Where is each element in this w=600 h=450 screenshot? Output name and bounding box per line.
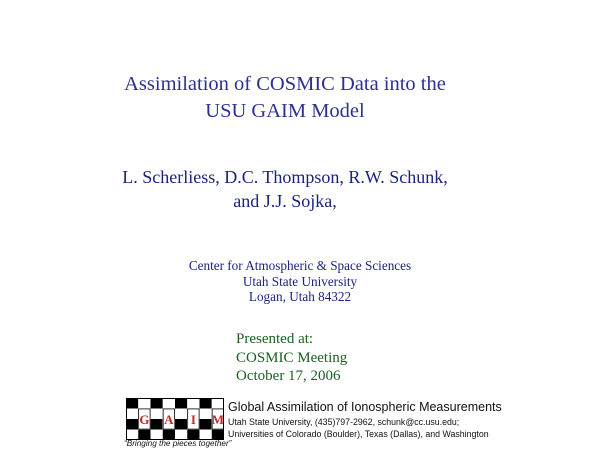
presented-at-block [236, 330, 386, 386]
checker-square [138, 398, 150, 409]
authors-line-1: L. Scherliess, D.C. Thompson, R.W. Schunk, [122, 167, 448, 187]
gaim-heading: Global Assimilation of Ionospheric Measurements [228, 400, 502, 414]
affiliation-line-1: Center for Atmospheric & Space Sciences [188, 258, 412, 273]
gaim-checkerboard-logo [126, 398, 224, 440]
checker-square [200, 419, 212, 430]
checker-square [175, 409, 187, 420]
logo-letter: A [164, 412, 174, 427]
checker-square [151, 398, 163, 409]
checker-square [212, 398, 224, 409]
checker-square [175, 419, 187, 430]
logo-letter: I [190, 412, 196, 427]
checker-square [200, 398, 212, 409]
presented-line-3: October 17, 2006 [236, 368, 341, 384]
checker-square [126, 409, 138, 420]
checker-square [200, 409, 212, 420]
title-line-2: USU GAIM Model [205, 100, 365, 122]
checker-square [163, 398, 175, 409]
checker-square [151, 409, 163, 420]
affiliation-line-3: Logan, Utah 84322 [248, 289, 352, 304]
presentation-title [70, 71, 500, 125]
affiliation [110, 258, 490, 305]
checker-square [175, 398, 187, 409]
authors-line-2: and J.J. Sojka, [233, 191, 337, 211]
title-line-1: Assimilation of COSMIC Data into the [124, 73, 446, 95]
checker-square [126, 398, 138, 409]
gaim-tagline: “Bringing the pieces together” [124, 439, 232, 448]
gaim-partners-line: Universities of Colorado (Boulder), Texas (Dallas), and Washington [228, 429, 489, 439]
presented-line-1: Presented at: [236, 331, 314, 347]
gaim-contact-line: Utah State University, (435)797-2962, schunk@cc.usu.edu; [228, 417, 460, 427]
checker-square [151, 419, 163, 430]
logo-letter: G [139, 412, 150, 427]
affiliation-line-2: Utah State University [242, 273, 358, 289]
presented-line-2: COSMIC Meeting [236, 349, 348, 366]
checker-square [126, 419, 138, 430]
author-list [70, 165, 500, 213]
checker-square [187, 398, 199, 409]
logo-letter: M [211, 412, 224, 427]
